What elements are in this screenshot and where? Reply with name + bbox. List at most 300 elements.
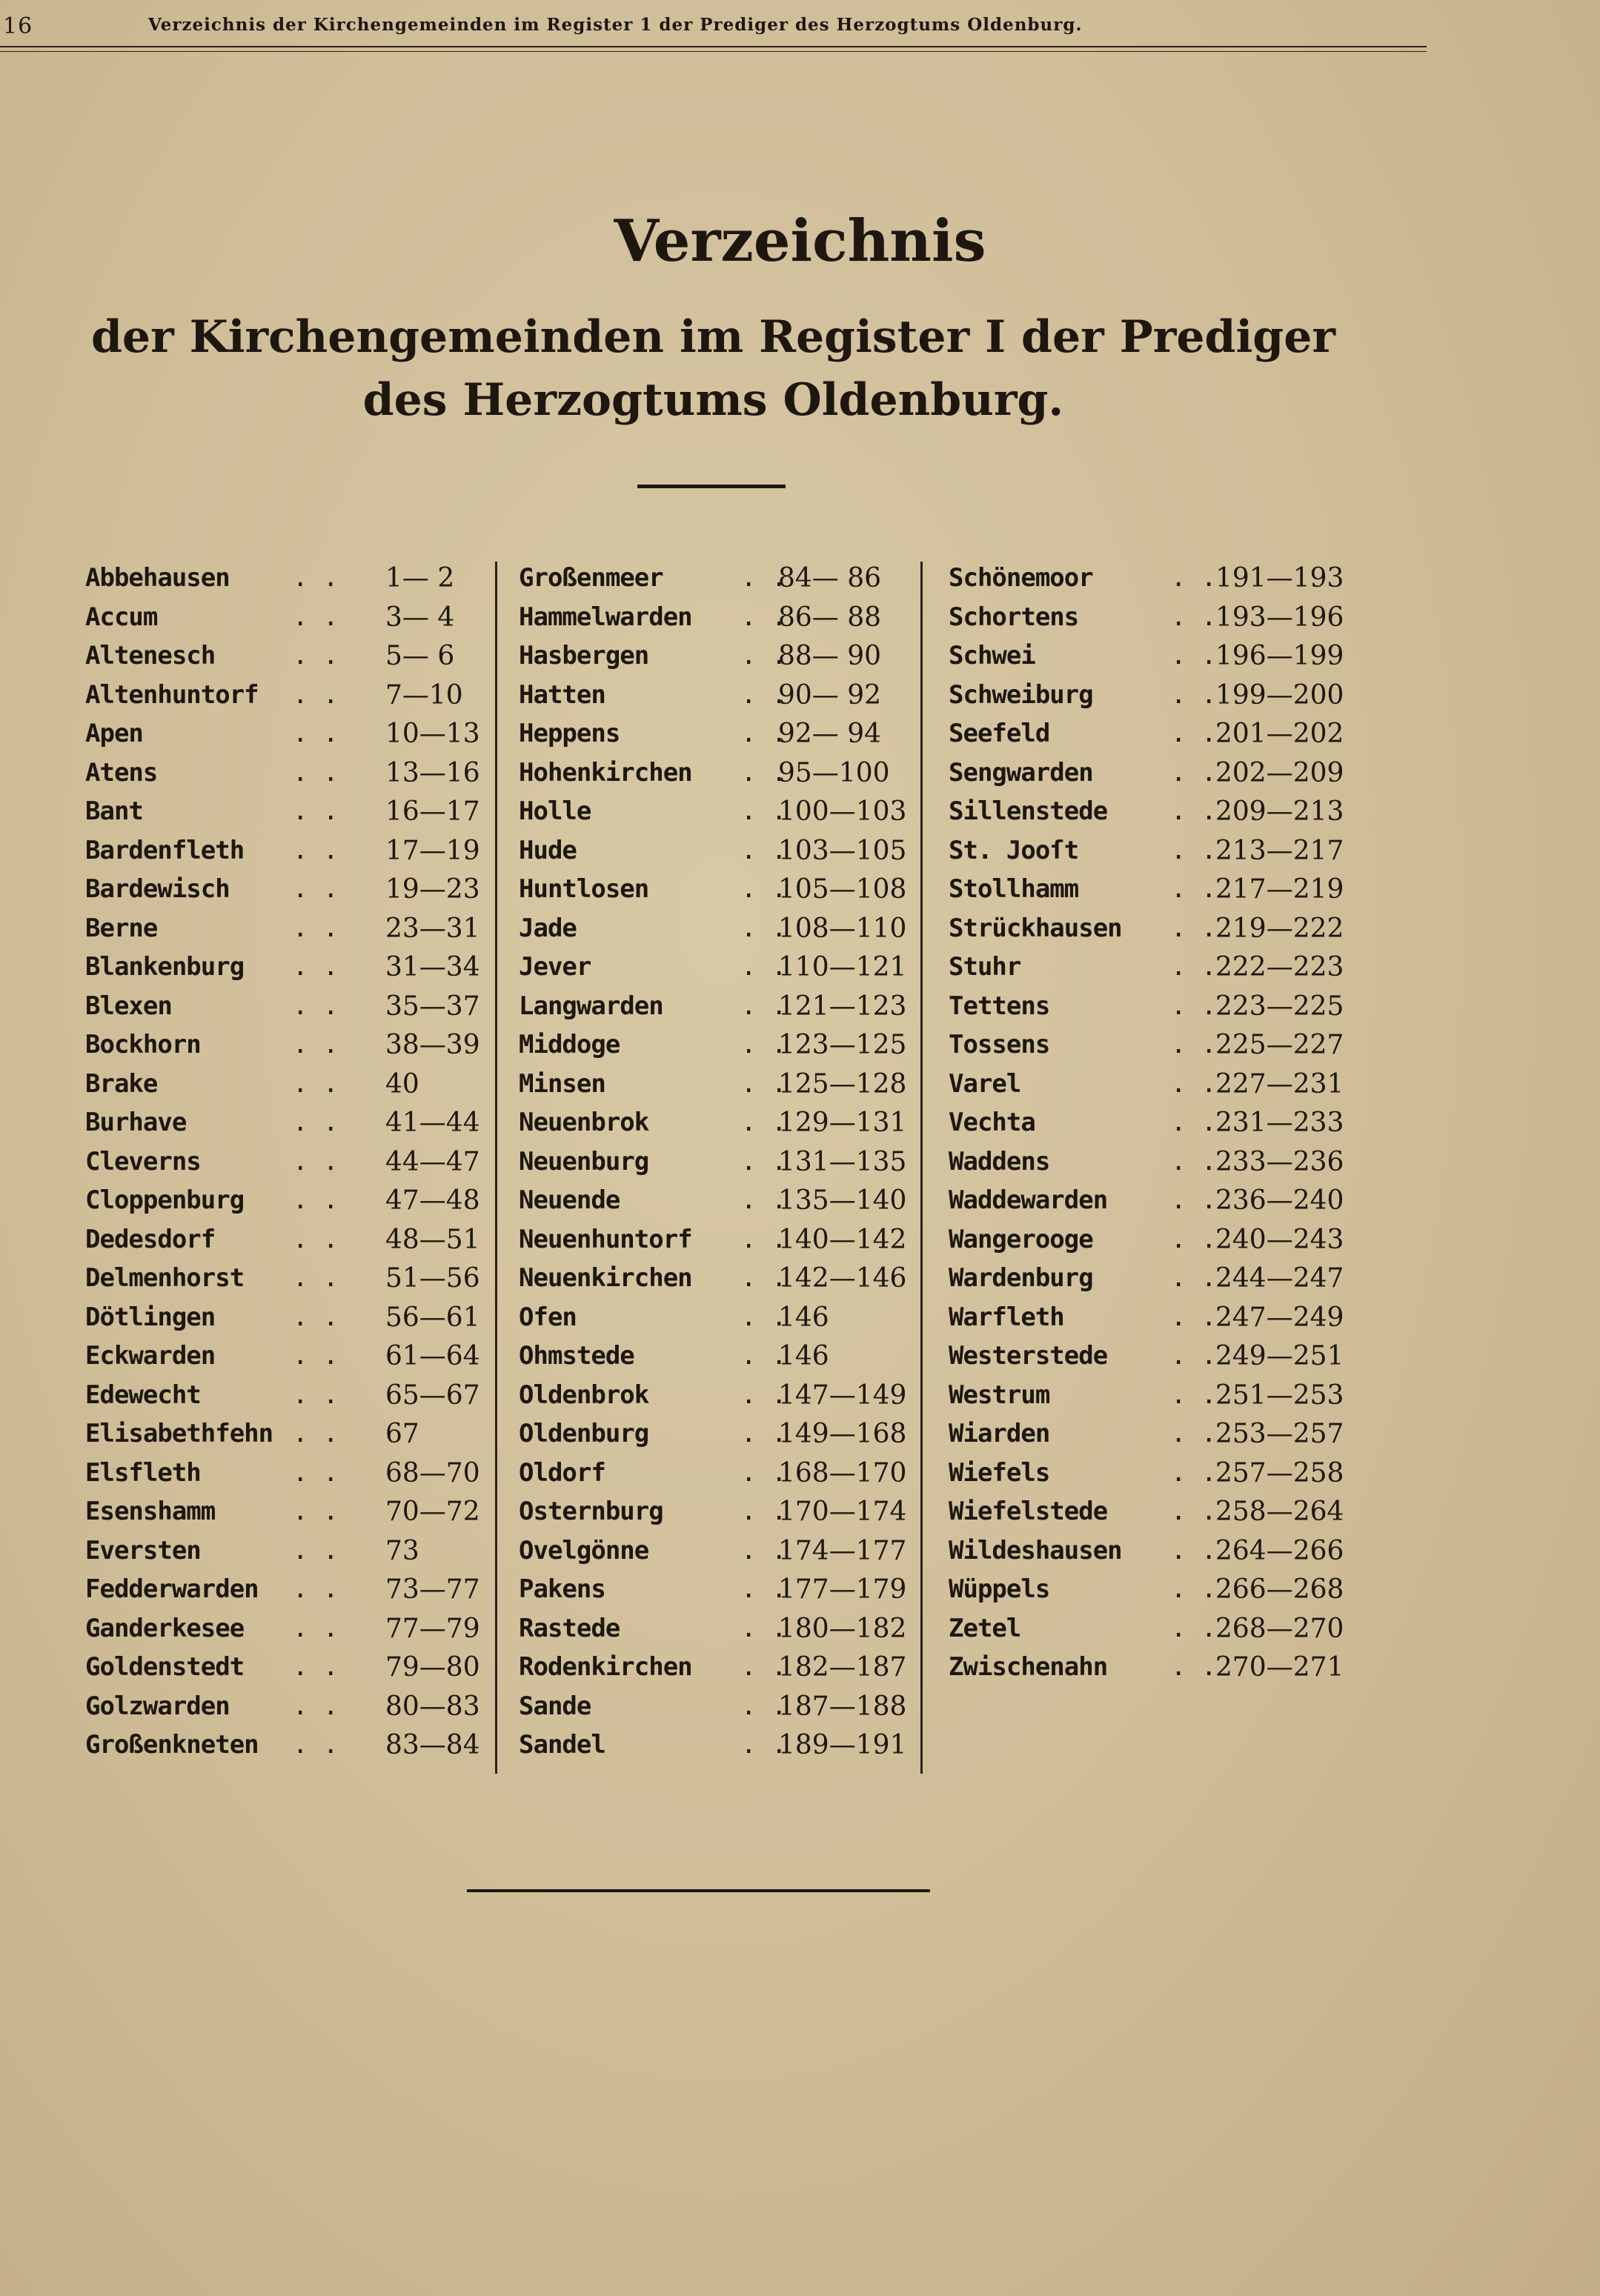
index-entry [949, 1068, 1349, 1107]
leader-dots: . . [741, 952, 787, 982]
index-entry [949, 990, 1349, 1029]
leader-dots: . . [293, 1263, 339, 1293]
page-range: 35—37 [385, 991, 480, 1022]
leader-dots: . . [293, 1652, 339, 1682]
page-range: 48—51 [385, 1224, 480, 1255]
index-entry [519, 1068, 912, 1107]
index-entry [85, 1184, 485, 1223]
index-entry [519, 873, 912, 912]
index-entry [85, 1690, 485, 1729]
index-entry [519, 990, 912, 1029]
page-range: 61—64 [385, 1341, 480, 1371]
index-entry [519, 1184, 912, 1223]
page-range: 222—223 [1215, 952, 1344, 982]
page-range: 201—202 [1215, 719, 1344, 749]
index-entry [519, 1028, 912, 1068]
index-entry [85, 601, 485, 640]
parish-name: Ovelgönne [519, 1535, 649, 1565]
parish-name: Wiefels [949, 1457, 1050, 1488]
parish-name: Elisabethfehn [85, 1419, 273, 1448]
parish-name: Sengwarden [949, 757, 1093, 788]
leader-dots: . . [741, 913, 787, 943]
leader-dots: . . [1171, 1613, 1217, 1643]
leader-dots: . . [741, 1185, 787, 1215]
parish-name: Dedesdorf [85, 1224, 216, 1254]
page-range: 233—236 [1215, 1146, 1344, 1177]
page-range: 258—264 [1215, 1497, 1344, 1527]
index-entry [949, 562, 1349, 601]
parish-name: Hammelwarden [519, 602, 692, 632]
parish-name: Altenhuntorf [85, 679, 259, 710]
page-range: 129—131 [778, 1108, 907, 1138]
leader-dots: . . [741, 757, 787, 788]
index-entry [85, 639, 485, 679]
leader-dots: . . [293, 1419, 339, 1448]
parish-name: Golzwarden [85, 1691, 230, 1721]
index-entry [519, 717, 912, 756]
parish-name: Brake [85, 1068, 158, 1099]
index-entry [85, 562, 485, 601]
leader-dots: . . [293, 1224, 339, 1254]
parish-name: Schortens [949, 602, 1079, 632]
column-divider [920, 562, 923, 1774]
parish-name: Osternburg [519, 1497, 663, 1526]
index-entry [519, 1417, 912, 1457]
page-range: 23—31 [385, 913, 480, 944]
index-entry [85, 1301, 485, 1340]
index-entry [519, 1651, 912, 1690]
index-entry [519, 1495, 912, 1534]
leader-dots: . . [741, 1457, 787, 1488]
index-column-2 [519, 562, 912, 1768]
column-divider [495, 562, 497, 1774]
index-entry [949, 1028, 1349, 1068]
subtitle-line-2: des Herzogtums Oldenburg. [362, 374, 1064, 426]
index-entry [85, 1106, 485, 1145]
parish-name: Sande [519, 1691, 591, 1721]
page-range: 240—243 [1215, 1224, 1344, 1255]
parish-name: Holle [519, 796, 591, 826]
leader-dots: . . [1171, 1068, 1217, 1099]
parish-name: Apen [85, 719, 143, 748]
index-entry [949, 717, 1349, 756]
page-range: 187—188 [778, 1691, 907, 1722]
page-range: 131—135 [778, 1146, 907, 1177]
page-range: 125—128 [778, 1068, 907, 1099]
parish-name: Oldorf [519, 1457, 605, 1488]
page-range: 223—225 [1215, 991, 1344, 1022]
parish-name: Varel [949, 1068, 1021, 1099]
leader-dots: . . [741, 1068, 787, 1099]
leader-dots: . . [741, 641, 787, 671]
parish-name: Großenkneten [85, 1730, 259, 1760]
parish-name: Schweiburg [949, 679, 1093, 710]
leader-dots: . . [1171, 1419, 1217, 1448]
parish-name: Elsfleth [85, 1457, 201, 1488]
page-number: 16 [3, 13, 33, 39]
parish-name: Rodenkirchen [519, 1652, 692, 1682]
page-range: 92— 94 [778, 719, 882, 749]
parish-name: Heppens [519, 719, 620, 748]
index-entry [949, 1106, 1349, 1145]
leader-dots: . . [1171, 1380, 1217, 1410]
parish-name: Hude [519, 835, 577, 865]
index-entry [949, 1340, 1349, 1379]
page-range: 73—77 [385, 1574, 480, 1605]
leader-dots: . . [293, 1380, 339, 1410]
page-range: 19—23 [385, 874, 480, 905]
leader-dots: . . [741, 602, 787, 632]
page-range: 121—123 [778, 991, 907, 1022]
leader-dots: . . [293, 757, 339, 788]
leader-dots: . . [293, 1068, 339, 1099]
parish-name: Bardenfleth [85, 835, 245, 865]
page-range: 231—233 [1215, 1108, 1344, 1138]
index-entry [949, 912, 1349, 951]
parish-name: Oldenburg [519, 1419, 649, 1448]
leader-dots: . . [293, 874, 339, 904]
parish-name: Waddewarden [949, 1185, 1108, 1215]
leader-dots: . . [293, 952, 339, 982]
page-range: 31—34 [385, 952, 480, 982]
index-entry [85, 1651, 485, 1690]
index-entry [85, 795, 485, 834]
index-entry [949, 951, 1349, 990]
leader-dots: . . [741, 874, 787, 904]
index-column-1 [85, 562, 485, 1768]
page-range: 213—217 [1215, 835, 1344, 866]
leader-dots: . . [293, 1535, 339, 1565]
page-range: 123—125 [778, 1030, 907, 1060]
index-entry [949, 756, 1349, 796]
leader-dots: . . [1171, 1535, 1217, 1565]
leader-dots: . . [741, 719, 787, 748]
leader-dots: . . [1171, 563, 1217, 593]
index-entry [85, 1028, 485, 1068]
leader-dots: . . [1171, 719, 1217, 748]
page-range: 146 [778, 1341, 829, 1371]
page-range: 95—100 [778, 757, 890, 788]
leader-dots: . . [1171, 602, 1217, 632]
index-entry [949, 873, 1349, 912]
page-range: 7—10 [385, 679, 463, 711]
page-range: 244—247 [1215, 1263, 1344, 1294]
parish-name: Bardewisch [85, 874, 230, 904]
index-entry [949, 679, 1349, 718]
leader-dots: . . [293, 796, 339, 826]
parish-name: Middoge [519, 1030, 620, 1059]
page-range: 83—84 [385, 1730, 480, 1760]
parish-name: Jever [519, 952, 591, 982]
parish-name: Zetel [949, 1613, 1021, 1643]
page-range: 251—253 [1215, 1380, 1344, 1411]
page-range: 170—174 [778, 1497, 907, 1527]
subtitle-line-1: der Kirchengemeinden im Register I der Prediger [90, 311, 1336, 363]
leader-dots: . . [293, 1730, 339, 1760]
page-range: 225—227 [1215, 1030, 1344, 1060]
leader-dots: . . [293, 1497, 339, 1526]
index-entry [949, 1651, 1349, 1690]
leader-dots: . . [1171, 1185, 1217, 1215]
index-entry [519, 1106, 912, 1145]
leader-dots: . . [741, 991, 787, 1021]
page-range: 199—200 [1215, 679, 1344, 711]
leader-dots: . . [741, 835, 787, 865]
parish-name: Ohmstede [519, 1341, 634, 1371]
parish-name: Schwei [949, 641, 1035, 671]
parish-name: Neuenbrok [519, 1108, 649, 1137]
page-range: 193—196 [1215, 602, 1344, 633]
index-entry [85, 1379, 485, 1418]
page-range: 1— 2 [385, 563, 455, 593]
parish-name: Wiefelstede [949, 1497, 1108, 1526]
parish-name: Großenmeer [519, 563, 663, 593]
index-entry [85, 1340, 485, 1379]
parish-name: Cleverns [85, 1146, 201, 1177]
leader-dots: . . [1171, 952, 1217, 982]
page-range: 108—110 [778, 913, 907, 944]
parish-name: Wildeshausen [949, 1535, 1122, 1565]
page-range: 174—177 [778, 1535, 907, 1566]
leader-dots: . . [741, 1730, 787, 1760]
index-entry [519, 1612, 912, 1651]
leader-dots: . . [1171, 1652, 1217, 1682]
parish-name: Waddens [949, 1146, 1050, 1177]
page-range: 38—39 [385, 1030, 480, 1060]
header-rule [0, 46, 1427, 47]
index-entry [949, 1417, 1349, 1457]
page-range: 180—182 [778, 1613, 907, 1644]
parish-name: Blexen [85, 991, 172, 1021]
page-range: 73 [385, 1535, 419, 1566]
parish-name: Seefeld [949, 719, 1050, 748]
running-header [0, 10, 1430, 40]
leader-dots: . . [293, 1574, 339, 1604]
parish-name: Rastede [519, 1613, 620, 1643]
parish-name: Westerstede [949, 1341, 1108, 1371]
leader-dots: . . [741, 1535, 787, 1565]
leader-dots: . . [293, 602, 339, 632]
page-range: 191—193 [1215, 563, 1344, 593]
page-range: 79—80 [385, 1652, 480, 1683]
parish-name: Dötlingen [85, 1302, 216, 1332]
page-range: 44—47 [385, 1146, 480, 1177]
parish-name: Neuenkirchen [519, 1263, 692, 1293]
page-range: 253—257 [1215, 1419, 1344, 1449]
leader-dots: . . [741, 1574, 787, 1604]
parish-name: St. Jooſt [949, 835, 1079, 865]
page-range: 65—67 [385, 1380, 480, 1411]
leader-dots: . . [741, 1691, 787, 1721]
title-divider [637, 485, 786, 488]
running-title: Verzeichnis der Kirchengemeinden im Register 1 der Prediger des Herzogtums Oldenburg. [148, 15, 1083, 35]
index-entry [519, 1145, 912, 1185]
index-entry [949, 1379, 1349, 1418]
page-range: 70—72 [385, 1497, 480, 1527]
index-entry [949, 1573, 1349, 1612]
index-entry [949, 1457, 1349, 1496]
page-range: 196—199 [1215, 641, 1344, 671]
index-entry [85, 717, 485, 756]
parish-name: Wiarden [949, 1419, 1050, 1448]
page-range: 189—191 [778, 1730, 907, 1760]
leader-dots: . . [1171, 1263, 1217, 1293]
page-range: 5— 6 [385, 641, 455, 671]
leader-dots: . . [1171, 1108, 1217, 1137]
leader-dots: . . [293, 1302, 339, 1332]
parish-name: Hasbergen [519, 641, 649, 671]
leader-dots: . . [1171, 874, 1217, 904]
page-range: 142—146 [778, 1263, 907, 1294]
page-range: 84— 86 [778, 563, 882, 593]
index-entry [519, 1223, 912, 1262]
leader-dots: . . [741, 1613, 787, 1643]
parish-name: Vechta [949, 1108, 1035, 1137]
page-range: 56—61 [385, 1302, 480, 1333]
parish-name: Wardenburg [949, 1263, 1093, 1293]
leader-dots: . . [293, 1457, 339, 1488]
parish-name: Tossens [949, 1030, 1050, 1059]
parish-name: Hatten [519, 679, 605, 710]
closing-rule [467, 1889, 930, 1892]
parish-name: Oldenbrok [519, 1380, 649, 1410]
parish-name: Hohenkirchen [519, 757, 692, 788]
index-entry [85, 1417, 485, 1457]
page-range: 147—149 [778, 1380, 907, 1411]
page-range: 247—249 [1215, 1302, 1344, 1333]
index-entry [85, 834, 485, 874]
page-range: 80—83 [385, 1691, 480, 1722]
leader-dots: . . [741, 1146, 787, 1177]
leader-dots: . . [293, 641, 339, 671]
leader-dots: . . [1171, 1341, 1217, 1371]
parish-name: Atens [85, 757, 158, 788]
leader-dots: . . [293, 719, 339, 748]
page-range: 140—142 [778, 1224, 907, 1255]
parish-name: Neuenburg [519, 1146, 649, 1177]
parish-name: Neuende [519, 1185, 620, 1215]
parish-name: Burhave [85, 1108, 187, 1137]
leader-dots: . . [1171, 679, 1217, 710]
parish-name: Strückhausen [949, 913, 1122, 943]
page-title: Verzeichnis [614, 207, 986, 275]
index-entry [519, 562, 912, 601]
parish-name: Minsen [519, 1068, 605, 1099]
index-entry [519, 912, 912, 951]
index-entry [949, 795, 1349, 834]
index-entry [519, 1457, 912, 1496]
index-entry [949, 601, 1349, 640]
parish-name: Abbehausen [85, 563, 230, 593]
page-range: 68—70 [385, 1457, 480, 1488]
index-entry [519, 1728, 912, 1768]
page-range: 209—213 [1215, 796, 1344, 827]
parish-name: Wüppels [949, 1574, 1050, 1604]
page-range: 270—271 [1215, 1652, 1344, 1683]
page-range: 40 [385, 1068, 419, 1099]
leader-dots: . . [741, 1263, 787, 1293]
parish-name: Berne [85, 913, 158, 943]
parish-name: Fedderwarden [85, 1574, 259, 1604]
leader-dots: . . [741, 563, 787, 593]
page-range: 236—240 [1215, 1185, 1344, 1216]
page-range: 90— 92 [778, 679, 882, 711]
parish-name: Langwarden [519, 991, 663, 1021]
page-range: 202—209 [1215, 757, 1344, 788]
parish-name: Bant [85, 796, 143, 826]
index-entry [519, 1690, 912, 1729]
parish-name: Schönemoor [949, 563, 1093, 593]
index-entry [519, 601, 912, 640]
leader-dots: . . [293, 1030, 339, 1059]
index-entry [519, 951, 912, 990]
index-column-3 [949, 562, 1349, 1690]
parish-name: Altenesch [85, 641, 216, 671]
leader-dots: . . [741, 1224, 787, 1254]
page-range: 77—79 [385, 1613, 480, 1644]
parish-name: Pakens [519, 1574, 605, 1604]
page-range: 268—270 [1215, 1613, 1344, 1644]
page-range: 13—16 [385, 757, 480, 788]
page-range: 257—258 [1215, 1457, 1344, 1488]
index-entry [949, 834, 1349, 874]
parish-name: Sillenstede [949, 796, 1108, 826]
index-entry [519, 795, 912, 834]
index-entry [85, 1223, 485, 1262]
index-entry [519, 1301, 912, 1340]
leader-dots: . . [293, 1341, 339, 1371]
index-entry [519, 679, 912, 718]
index-entry [949, 1495, 1349, 1534]
index-entry [949, 639, 1349, 679]
parish-name: Ganderkesee [85, 1613, 245, 1643]
index-entry [85, 912, 485, 951]
leader-dots: . . [293, 1185, 339, 1215]
page-range: 266—268 [1215, 1574, 1344, 1605]
page-range: 88— 90 [778, 641, 882, 671]
index-entry [85, 1145, 485, 1185]
index-entry [949, 1223, 1349, 1262]
parish-name: Stollhamm [949, 874, 1079, 904]
index-entry [949, 1612, 1349, 1651]
leader-dots: . . [1171, 641, 1217, 671]
index-entry [519, 1573, 912, 1612]
parish-name: Accum [85, 602, 158, 632]
page-range: 227—231 [1215, 1068, 1344, 1099]
page-range: 110—121 [778, 952, 907, 982]
index-entry [949, 1262, 1349, 1301]
leader-dots: . . [1171, 1302, 1217, 1332]
page-range: 47—48 [385, 1185, 480, 1216]
leader-dots: . . [741, 796, 787, 826]
page-range: 217—219 [1215, 874, 1344, 905]
page-range: 3— 4 [385, 602, 455, 633]
index-entry [85, 1534, 485, 1574]
page-range: 105—108 [778, 874, 907, 905]
index-entry [85, 756, 485, 796]
parish-name: Wangerooge [949, 1224, 1093, 1254]
index-entry [949, 1301, 1349, 1340]
page-range: 41—44 [385, 1108, 480, 1138]
index-entry [949, 1184, 1349, 1223]
leader-dots: . . [1171, 1146, 1217, 1177]
index-entry [85, 1728, 485, 1768]
index-entry [85, 1262, 485, 1301]
index-entry [519, 1262, 912, 1301]
parish-name: Edewecht [85, 1380, 201, 1410]
page-range: 177—179 [778, 1574, 907, 1605]
leader-dots: . . [1171, 1030, 1217, 1059]
